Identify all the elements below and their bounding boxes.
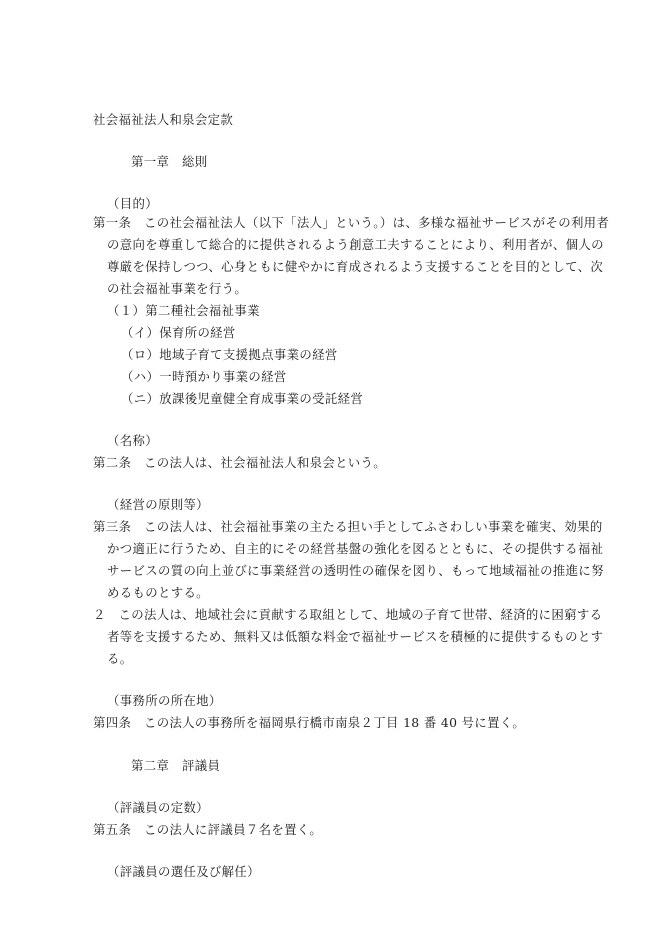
article-1-line: の社会福祉事業を行う。 [107, 281, 248, 296]
article-1-line: 第一条 この社会福祉法人（以下「法人」という。）は、多様な福祉サービスがその利用者 [93, 215, 610, 230]
article-1-subitem: （ニ）放課後児童健全育成事業の受託経営 [121, 391, 364, 406]
article-3-line: サービスの質の向上並びに事業経営の透明性の確保を図り、もって地域福祉の推進に努 [107, 563, 604, 578]
article-1-subitem: （ロ）地域子育て支援拠点事業の経営 [121, 347, 338, 362]
article-2-line: 第二条 この法人は、社会福祉法人和泉会という。 [93, 455, 387, 470]
article-1-line: 尊厳を保持しつつ、心身ともに健やかに育成されるよう支援することを目的として、次 [107, 259, 604, 274]
article-3-para2-line: る。 [107, 651, 133, 666]
article-5-heading: （評議員の定数） [107, 800, 209, 815]
article-5-line: 第五条 この法人に評議員７名を置く。 [93, 822, 323, 837]
article-6-heading: （評議員の選任及び解任） [107, 864, 260, 879]
article-3-heading: （経営の原則等） [107, 497, 209, 512]
article-4-line: 第四条 この法人の事務所を福岡県行橋市南泉２丁目 18 番 40 号に置く。 [93, 715, 526, 730]
article-1-item: （１）第二種社会福祉事業 [107, 303, 260, 318]
chapter-2-heading: 第二章 評議員 [131, 758, 221, 773]
article-3-line: 第三条 この法人は、社会福祉事業の主たる担い手としてふさわしい事業を確実、効果的 [93, 519, 603, 534]
article-1-heading: （目的） [107, 196, 158, 211]
article-4-heading: （事務所の所在地） [107, 693, 222, 708]
chapter-1-heading: 第一章 総則 [131, 154, 208, 169]
article-1-subitem: （ハ）一時預かり事業の経営 [121, 369, 287, 384]
document-title: 社会福祉法人和泉会定款 [93, 112, 234, 127]
article-3-para2-line: ２ この法人は、地域社会に貢献する取組として、地域の子育て世帯、経済的に困窮する [93, 607, 603, 622]
article-3-line: かつ適正に行うため、自主的にその経営基盤の強化を図るとともに、その提供する福祉 [107, 541, 604, 556]
article-3-line: めるものとする。 [107, 585, 209, 600]
article-3-para2-line: 者等を支援するため、無料又は低額な料金で福祉サービスを積極的に提供するものとす [107, 629, 604, 644]
article-2-heading: （名称） [107, 433, 158, 448]
article-1-subitem: （イ）保育所の経営 [121, 325, 236, 340]
article-1-line: の意向を尊重して総合的に提供されるよう創意工夫することにより、利用者が、個人の [107, 237, 604, 252]
